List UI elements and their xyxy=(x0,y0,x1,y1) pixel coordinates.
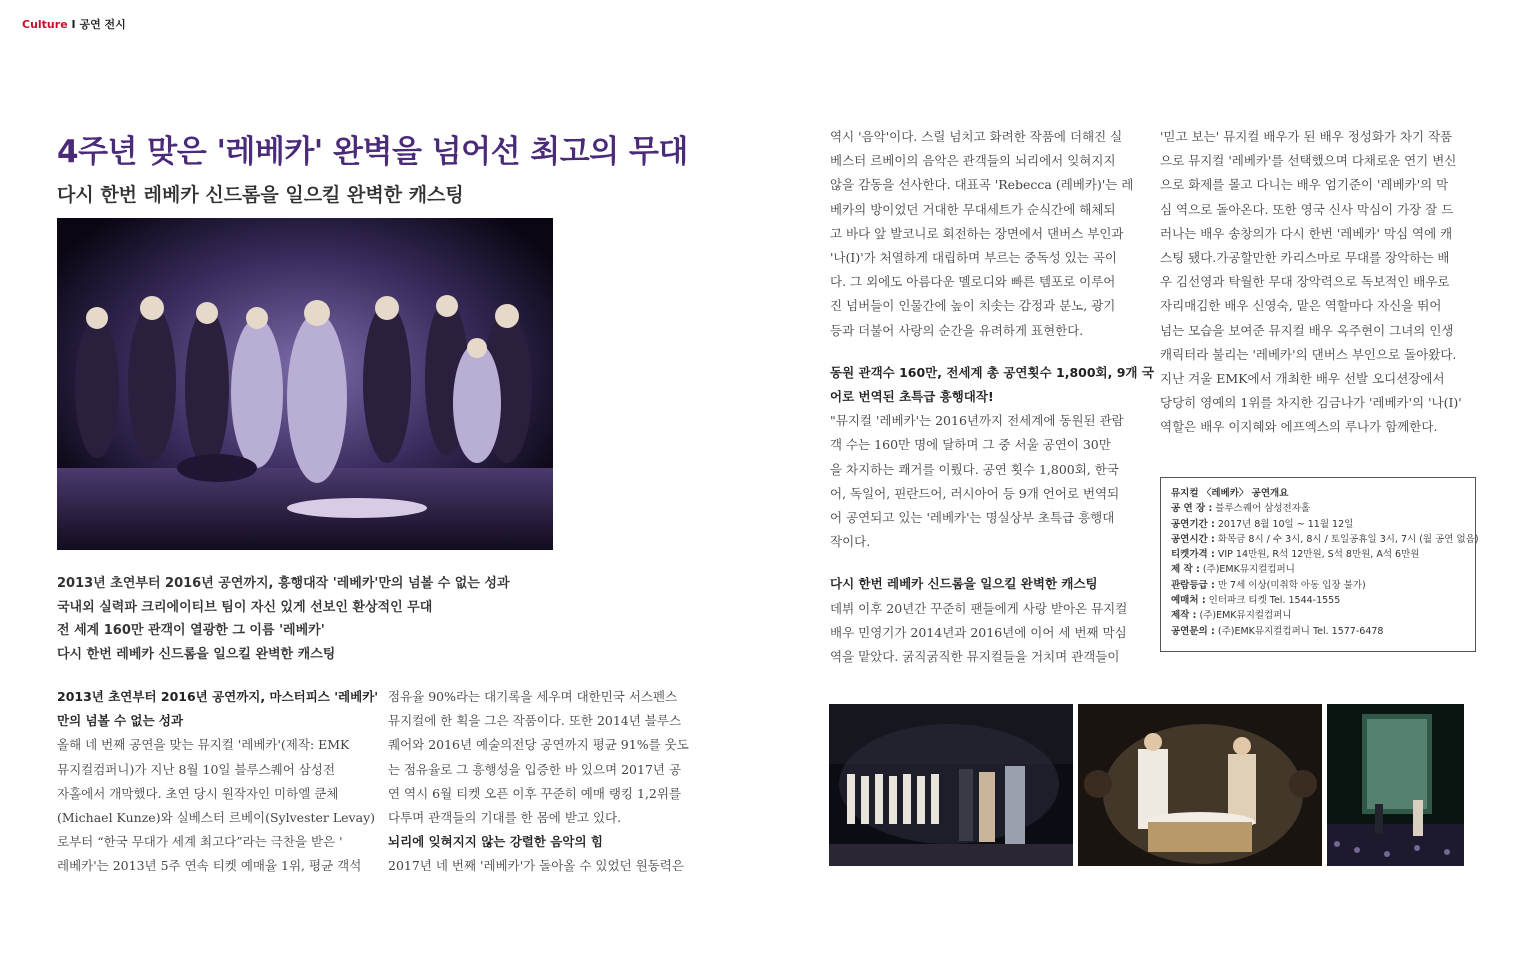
section-heading-line: 만의 넘볼 수 없는 성과 xyxy=(57,713,184,729)
body-text-line: 역시 '음악'이다. 스릴 넘치고 화려한 작품에 더해진 실 xyxy=(830,129,1123,144)
body-text-line: 어, 독일어, 핀란드어, 러시아어 등 9개 언어로 번역되 xyxy=(830,485,1120,501)
body-text-line: 심 역으로 돌아온다. 또한 영국 신사 막심이 가장 잘 드 xyxy=(1160,201,1454,217)
body-text-line: 스팅 됐다.가공할만한 카리스마로 무대를 장악하는 배 xyxy=(1160,250,1450,266)
body-text-line: 진 넘버들이 인물간에 높이 치솟는 감정과 분노, 광기 xyxy=(830,298,1116,314)
body-text-line: 작이다. xyxy=(830,534,871,550)
body-text-line: 자리매김한 배우 신영숙, 맡은 역할마다 자신을 뛰어 xyxy=(1160,298,1442,314)
info-row xyxy=(1171,578,1465,593)
info-row-label: 예매처 : xyxy=(1171,595,1206,607)
highlight-item: 다시 한번 레베카 신드롬을 일으킬 완벽한 캐스팅 xyxy=(57,646,336,662)
body-text-line: 배우 민영기가 2014년과 2016년에 이어 세 번째 막심 xyxy=(830,624,1127,640)
body-text-line: 역을 맡았다. 굵직굵직한 뮤지컬들을 거치며 관객들이 xyxy=(830,649,1120,665)
body-text-line: 레베카'는 2013년 5주 연속 티켓 예매율 1위, 평균 객석 xyxy=(57,858,362,874)
body-text-line: 다. 그 외에도 아름다운 멜로디와 빠른 템포로 이루어 xyxy=(830,274,1116,290)
body-text-line: 다투며 관객들의 기대를 한 몸에 받고 있다. xyxy=(388,810,622,826)
body-text-line: 데뷔 이후 20년간 꾸준히 팬들에게 사랑 받아온 뮤지컬 xyxy=(830,600,1128,616)
info-row-label: 제작 : xyxy=(1171,610,1197,622)
body-text-line: 베스터 르베이의 음악은 관객들의 뇌리에서 잊혀지지 xyxy=(830,153,1116,169)
article-title: 4주년 맞은 '레베카' 완벽을 넘어선 최고의 무대 xyxy=(57,134,688,170)
body-text-line: '믿고 보는' 뮤지컬 배우가 된 배우 정성화가 차기 작품 xyxy=(1160,129,1453,144)
info-box-title: 뮤지컬 〈레베카〉 공연개요 xyxy=(1171,488,1289,499)
highlight-item: 2013년 초연부터 2016년 공연까지, 흥행대작 '레베카'만의 넘볼 수 없는 성과 xyxy=(57,576,510,591)
highlights-list xyxy=(57,572,510,666)
info-rows xyxy=(1171,501,1479,639)
info-row-label: 공연문의 : xyxy=(1171,625,1215,637)
body-text-line: 당당히 영예의 1위를 차지한 김금나가 '레베카'의 '나(I)' xyxy=(1160,395,1462,411)
body-column-2 xyxy=(388,685,688,879)
performance-info-box xyxy=(1160,477,1479,652)
info-row xyxy=(1171,562,1465,577)
highlight-item: 국내외 실력파 크리에이티브 팀이 자신 있게 선보인 환상적인 무대 xyxy=(57,599,433,615)
header-section: 공연 전시 xyxy=(79,18,126,31)
body-text-line: "뮤지컬 '레베카'는 2016년까지 전세계에 동원된 관람 xyxy=(830,413,1124,429)
stage-photo-4 xyxy=(1327,704,1464,866)
body-text-line: 어 공연되고 있는 '레베카'는 명실상부 초특급 흥행대 xyxy=(830,510,1115,526)
info-row-label: 공연시간 : xyxy=(1171,533,1215,545)
info-row xyxy=(1171,517,1465,532)
info-row-value: 2017년 8월 10일 ~ 11월 12일 xyxy=(1217,518,1354,530)
info-row-value: VIP 14만원, R석 12만원, S석 8만원, A석 6만원 xyxy=(1217,549,1420,561)
section-heading-line: 뇌리에 잊혀지지 않는 강렬한 음악의 힘 xyxy=(388,834,603,850)
info-row xyxy=(1171,624,1465,639)
info-row xyxy=(1171,593,1465,608)
body-text-line: 지난 겨울 EMK에서 개최한 배우 선발 오디션장에서 xyxy=(1160,371,1445,387)
body-text-line: 넘는 모습을 보여준 뮤지컬 배우 옥주현이 그녀의 인생 xyxy=(1160,322,1454,338)
body-text-line: 베카의 방이었던 거대한 무대세트가 순식간에 해체되 xyxy=(830,201,1116,217)
body-column-1 xyxy=(57,685,379,879)
body-text-line: 캐릭터라 불리는 '레베카'의 댄버스 부인으로 돌아왔다. xyxy=(1160,346,1457,362)
body-text-line: 않을 감동을 선사한다. 대표곡 'Rebecca (레베카)'는 레 xyxy=(830,177,1134,193)
body-text-line: (Michael Kunze)와 실베스터 르베이(Sylvester Levay) xyxy=(57,810,376,826)
info-row xyxy=(1171,547,1465,562)
body-text-line: 자홀에서 개막했다. 초연 당시 원작자인 미하엘 쿤체 xyxy=(57,785,339,801)
body-text-line: 러나는 배우 송창의가 다시 한번 '레베카' 막심 역에 캐 xyxy=(1160,225,1453,241)
info-row-value: (주)EMK뮤지컬컴퍼니 xyxy=(1202,564,1295,576)
info-row-label: 공 연 장 : xyxy=(1171,503,1213,515)
info-row-value: 블루스퀘어 삼성전자홀 xyxy=(1215,503,1311,515)
body-text-line: 연 역시 6월 티켓 오픈 이후 꾸준히 예매 랭킹 1,2위를 xyxy=(388,785,682,801)
info-row-label: 티켓가격 : xyxy=(1171,549,1215,561)
body-text-line: 고 바다 앞 발코니로 회전하는 장면에서 댄버스 부인과 xyxy=(830,225,1124,241)
stage-photo-2 xyxy=(829,704,1073,866)
header-separator: I xyxy=(71,18,76,31)
body-column-3 xyxy=(830,125,1154,669)
body-column-4 xyxy=(1160,125,1460,440)
body-text-line: 2017년 네 번째 '레베카'가 돌아올 수 있었던 원동력은 xyxy=(388,858,684,874)
body-text-line: 점유율 90%라는 대기록을 세우며 대한민국 서스펜스 xyxy=(388,689,678,704)
article-subtitle: 다시 한번 레베카 신드롬을 일으킬 완벽한 캐스팅 xyxy=(57,184,464,206)
info-row xyxy=(1171,608,1465,623)
body-text-line: 는 점유율로 그 흥행성을 입증한 바 있으며 2017년 공 xyxy=(388,761,682,777)
section-heading-line: 동원 관객수 160만, 전세계 총 공연횟수 1,800회, 9개 국 xyxy=(830,364,1154,380)
info-row-value: 인터파크 티켓 Tel. 1544-1555 xyxy=(1208,595,1341,607)
body-text-line: 객 수는 160만 명에 달하며 그 중 서울 공연이 30만 xyxy=(830,437,1111,453)
stage-photo-3 xyxy=(1078,704,1322,866)
info-row-value: 화목금 8시 / 수 3시, 8시 / 토일공휴일 3시, 7시 (월 공연 없음) xyxy=(1217,533,1479,545)
page-header xyxy=(22,16,126,32)
body-text-line: 뮤지컬에 한 획을 그은 작품이다. 또한 2014년 블루스 xyxy=(388,713,682,729)
body-text-line: 로부터 “한국 무대가 세계 최고다”라는 극찬을 받은 ' xyxy=(57,834,343,850)
info-row xyxy=(1171,501,1465,516)
main-stage-photo xyxy=(57,218,553,550)
body-text-line: 뮤지컬컴퍼니)가 지난 8월 10일 블루스퀘어 삼성전 xyxy=(57,761,336,777)
body-text-line: 올해 네 번째 공연을 맞는 뮤지컬 '레베카'(제작: EMK xyxy=(57,737,350,753)
info-row-value: (주)EMK뮤지컬컴퍼니 Tel. 1577-6478 xyxy=(1217,625,1384,637)
info-row-label: 공연기간 : xyxy=(1171,518,1215,530)
body-text-line: 으로 화제를 몰고 다니는 배우 엄기준이 '레베카'의 막 xyxy=(1160,177,1449,193)
section-heading-line: 어로 번역된 초특급 흥행대작! xyxy=(830,389,994,405)
paragraph-gap xyxy=(830,343,1130,361)
body-text-line: 으로 뮤지컬 '레베카'를 선택했으며 다채로운 연기 변신 xyxy=(1160,153,1457,169)
body-text-line: '나(I)'가 처열하게 대립하며 부르는 중독성 있는 곡이 xyxy=(830,250,1117,266)
body-text-line: 퀘어와 2016년 예술의전당 공연까지 평균 91%를 웃도 xyxy=(388,737,689,753)
info-row-label: 관람등급 : xyxy=(1171,579,1215,591)
section-heading-line: 2013년 초연부터 2016년 공연까지, 마스터피스 '레베카' xyxy=(57,689,379,704)
info-row-value: (주)EMK뮤지컬컴퍼니 xyxy=(1199,610,1292,622)
body-text-line: 역할은 배우 이지혜와 에프엑스의 루나가 함께한다. xyxy=(1160,419,1438,435)
body-text-line: 우 김선영과 탁월한 무대 장악력으로 독보적인 배우로 xyxy=(1160,274,1450,290)
info-row-value: 만 7세 이상(미취학 아동 입장 불가) xyxy=(1217,579,1366,591)
info-row-label: 제 작 : xyxy=(1171,564,1200,576)
section-heading-line: 다시 한번 레베카 신드롬을 일으킬 완벽한 캐스팅 xyxy=(830,576,1098,592)
body-text-line: 을 차지하는 쾌거를 이뤘다. 공연 횟수 1,800회, 한국 xyxy=(830,461,1119,477)
paragraph-gap xyxy=(830,554,1130,572)
body-text-line: 등과 더불어 사랑의 순간을 유려하게 표현한다. xyxy=(830,322,1084,338)
header-category: Culture xyxy=(22,18,68,31)
highlight-item: 전 세계 160만 관객이 열광한 그 이름 '레베카' xyxy=(57,623,325,638)
info-row xyxy=(1171,532,1479,547)
